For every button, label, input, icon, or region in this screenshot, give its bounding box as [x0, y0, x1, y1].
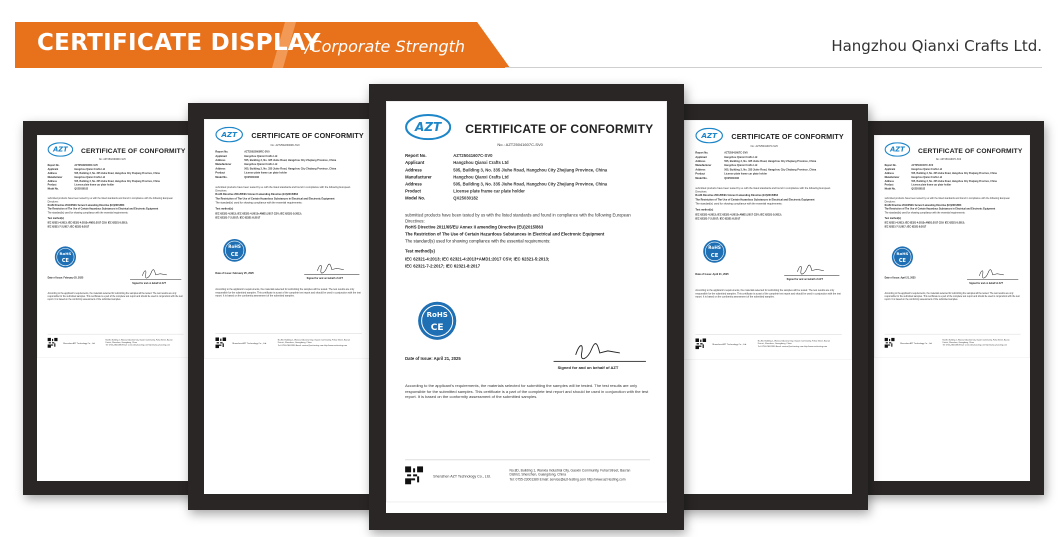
certificate-frame-left: [188, 103, 388, 510]
field-value: 505, Building 3, No. 335 Jiuhe Road, Hangzhou City Zhejiang Province, China: [911, 171, 997, 175]
field-key: Applicant: [405, 160, 425, 166]
field-value: Hangzhou Qianxi Crafts Ltd: [74, 175, 106, 179]
certificate-paper: [684, 120, 852, 494]
field-key: Product: [215, 171, 225, 175]
signature-label: Signed for and on behalf of AZT: [557, 364, 619, 370]
field-value: Hangzhou Qianxi Crafts Ltd: [724, 163, 758, 167]
azt-logo-icon: [885, 142, 911, 156]
signature-label: Signed for and on behalf of AZT: [306, 276, 343, 280]
certificate-footer: [885, 334, 1021, 351]
certificate-intro: submitted products have been tested by us with the listed standards and found in compliance with the following European Directives:: [47, 196, 173, 203]
certificate-note: According to the applicant's requirements, the materials selected for submitting the samples will be tested. The test results are only responsible for the submitted samples. This certificate is a part of the complete test report and should be used in conjunction with the test report. It is based on the conformity assessment of the submitted samples.: [405, 383, 649, 400]
footer-address: No.8D, Building 1, Wanxia Industrial City, Gaoxin Community, Fuhai Street, Bao'an District, Shenzhen, Guangdong, China Tel: 0755-23001380 Email: service@azt-testing.com http://www.azt-testing.com: [277, 338, 351, 347]
field-value: 505, Building 3, No. 335 Jiuhe Road, Hangzhou City Zhejiang Province, China: [244, 167, 337, 170]
certificate-fields: [215, 150, 365, 179]
banner-title: CERTIFICATE DISPLAY: [37, 30, 321, 56]
certificate-field-row: [405, 152, 656, 159]
company-name: Hangzhou Qianxi Crafts Ltd.: [831, 37, 1042, 55]
ce-mark: CE: [61, 258, 69, 265]
field-key: Applicant: [47, 167, 59, 171]
certificate-footer: [48, 334, 184, 351]
certificate-footer: [215, 333, 361, 351]
certificate-field-row: [215, 175, 365, 179]
certificate-intro: submitted products have been tested by us with the listed standards and found in compliance with the following European Directives:: [884, 196, 1010, 203]
logo-text: AZT: [890, 145, 905, 154]
field-key: Product: [695, 172, 705, 176]
azt-logo-icon: [405, 114, 451, 140]
certificate-intro: submitted products have been tested by us with the listed standards and found in compliance with the following European Directives:: [695, 186, 831, 194]
ce-mark: CE: [710, 252, 719, 259]
field-key: Address: [405, 181, 422, 187]
field-key: Product: [405, 188, 421, 194]
rohs-mark: RoHS: [59, 250, 72, 256]
field-key: Applicant: [215, 154, 227, 158]
certificate-paper: [37, 135, 193, 481]
certificate-note: According to the applicant's requirements, the materials selected for submitting the samples will be tested. The test results are only responsible for the submitted samples. This certificate is a part of the complete test report and should be used in conjunction with the test report. It is based on the conformity assessment of the submitted samples.: [695, 288, 841, 299]
certificate-field-row: [405, 173, 656, 180]
field-value: AZT25022600RC-SV0: [244, 150, 270, 154]
field-key: Address: [47, 179, 57, 183]
certificate-fields: [885, 163, 1024, 190]
certificate-fields: [695, 151, 845, 180]
standards-intro: The standard(s) used for showing compliance with the essential requirements:: [695, 202, 783, 206]
footer-address: No.8D, Building 1, Wanxia Industrial City, Gaoxin Community, Fuhai Street, Bao'an District, Shenzhen, Guangdong, China Tel: 0755-23001380 Email: service@azt-testing.com http://www.azt-testing.com: [942, 338, 1010, 347]
field-key: Address: [884, 179, 894, 183]
standard-line-1: IEC 62321-4:2013; IEC 62321-4:2013+AMD1:2017 CSV; IEC 62321-5:2013;: [884, 221, 965, 225]
certificate-field-row: [405, 194, 656, 201]
field-key: Model No.: [215, 175, 228, 179]
certificate-note: According to the applicant's requirements, the materials selected for submitting the samples will be tested. The test results are only responsible for the submitted samples. This certificate is a part of the complete test report and should be used in conjunction with the test report. It is based on the conformity assessment of the submitted samples.: [47, 291, 183, 301]
qr-code-icon: [215, 337, 226, 348]
field-value: License plate frame car plate holder: [74, 183, 115, 187]
certificate-intro: submitted products have been tested by us with the listed standards and found in compliance with the following European Directives:: [405, 212, 631, 224]
banner-subtitle: /Corporate Strength: [305, 37, 466, 56]
certificate-document: [37, 135, 193, 358]
header-banner: [15, 22, 510, 68]
certificate-title: CERTIFICATE OF CONFORMITY: [81, 146, 186, 155]
standard-line-2: IEC 62321-7-2:2017; IEC 62321-8:2017: [215, 216, 261, 220]
rohs-ce-seal-icon: [54, 246, 76, 268]
field-value: 505, Building 3, No. 335 Jiuhe Road, Hangzhou City Zhejiang Province, China: [724, 159, 817, 163]
certificate-document: [386, 101, 667, 502]
rohs-mark: RoHS: [426, 309, 448, 319]
ce-mark: CE: [898, 258, 906, 265]
signature-icon: [313, 262, 349, 274]
field-key: Report No.: [884, 163, 897, 167]
field-key: Address: [215, 167, 226, 170]
standard-line-2: IEC 62321-7-2:2017; IEC 62321-8:2017: [884, 225, 927, 229]
field-value: Hangzhou Qianxi Crafts Ltd: [911, 167, 943, 171]
footer-company: Shenzhen AZT Technology Co., Ltd.: [433, 474, 491, 479]
field-key: Report No.: [405, 153, 427, 159]
field-value: Hangzhou Qianxi Crafts Ltd: [724, 155, 758, 159]
standard-line-1: IEC 62321-4:2013; IEC 62321-4:2013+AMD1:2017 CSV; IEC 62321-5:2013;: [405, 256, 550, 262]
field-value: 505, Building 3, No. 335 Jiuhe Road, Hangzhou City Zhejiang Province, China: [74, 179, 160, 183]
certificate-fields: [48, 163, 187, 190]
certificate-number: No.: AZT25022600RC-SV0: [270, 143, 300, 147]
field-value: Hangzhou Qianxi Crafts Ltd: [453, 174, 509, 180]
field-value: Hangzhou Qianxi Crafts Ltd: [74, 167, 106, 171]
certificate-frame-far-right: [860, 121, 1044, 495]
field-value: 505, Building 3, No. 335 Jiuhe Road, Hangzhou City Zhejiang Province, China: [74, 171, 160, 175]
field-value: QX25030182: [911, 187, 926, 191]
certificate-note: According to the applicant's requirements, the materials selected for submitting the samples will be tested. The test results are only responsible for the submitted samples. This certificate is a part of the complete test report and should be used in conjunction with the test report. It is based on the conformity assessment of the submitted samples.: [215, 287, 361, 298]
certificate-title: CERTIFICATE OF CONFORMITY: [251, 131, 364, 140]
logo-text: AZT: [221, 130, 238, 139]
rohs-ce-seal-icon: [703, 239, 727, 263]
certificate-intro: submitted products have been tested by us with the listed standards and found in compliance with the following European Directives:: [215, 185, 351, 193]
restriction-line: The Restriction of The Use of Certain Hazardous Substances in Electrical and Electronic Equipment: [215, 197, 335, 200]
footer-address: No.8D, Building 1, Wanxia Industrial City, Gaoxin Community, Fuhai Street, Bao'an District, Shenzhen, Guangdong, China Tel: 0755-23001380 Email: service@azt-testing.com http://www.azt-testing.com: [105, 338, 173, 347]
qr-code-icon: [885, 338, 895, 348]
header-divider: [505, 67, 1042, 68]
signature-line: [784, 275, 839, 276]
rohs-ce-seal-icon: [223, 238, 247, 262]
logo-text: AZT: [415, 120, 442, 135]
field-key: Model No.: [47, 187, 59, 191]
restriction-line: The Restriction of The Use of Certain Hazardous Substances in Electrical and Electronic Equipment: [695, 198, 815, 201]
test-method-label: Test method(s): [884, 216, 902, 220]
footer-company: Shenzhen AZT Technology Co., Ltd.: [63, 342, 96, 345]
signature-icon: [793, 263, 829, 275]
field-key: Manufacturer: [215, 162, 232, 166]
certificate-document: [874, 135, 1030, 358]
field-value: QX25030182: [74, 187, 89, 191]
signature-icon: [138, 268, 171, 279]
directive-line: RoHS Directive 2011/65/EU Annex II amending Directive (EU)2015/863: [695, 193, 778, 197]
field-value: AZT25041607C-SV0: [453, 153, 493, 159]
footer-company: Shenzhen AZT Technology Co., Ltd.: [900, 342, 933, 345]
certificate-footer: [695, 334, 841, 352]
field-key: Address: [405, 167, 422, 173]
field-value: 505, Building 3, No. 335 Jiuhe Road, Hangzhou City Zhejiang Province, China: [453, 181, 608, 187]
test-method-label: Test method(s): [405, 248, 435, 254]
test-method-label: Test method(s): [695, 208, 714, 212]
certificate-field-row: [405, 159, 656, 166]
field-value: 505, Building 3, No. 335 Jiuhe Road, Hangzhou City Zhejiang Province, China: [453, 167, 608, 173]
standards-intro: The standard(s) used for showing compliance with the essential requirements:: [405, 238, 551, 244]
azt-logo-icon: [48, 142, 74, 156]
certificate-field-row: [885, 187, 1024, 191]
field-value: 505, Building 3, No. 335 Jiuhe Road, Hangzhou City Zhejiang Province, China: [911, 179, 997, 183]
field-key: Manufacturer: [695, 163, 712, 167]
field-key: Address: [215, 158, 226, 162]
standards-intro: The standard(s) used for showing compliance with the essential requirements:: [215, 201, 303, 205]
field-key: Manufacturer: [405, 174, 432, 180]
restriction-line: The Restriction of The Use of Certain Hazardous Substances in Electrical and Electronic Equipment: [47, 207, 159, 211]
ce-mark: CE: [430, 322, 444, 333]
issue-date: Date of Issue: February 25, 2025: [47, 276, 84, 280]
issue-date: Date of Issue: April 21, 2025: [884, 276, 916, 280]
directive-line: RoHS Directive 2011/65/EU Annex II amending Directive (EU)2015/863: [884, 203, 962, 207]
certificate-document: [204, 119, 372, 359]
rohs-mark: RoHS: [896, 250, 909, 256]
footer-address: No.8D, Building 1, Wanxia Industrial City, Gaoxin Community, Fuhai Street, Bao'an District, Shenzhen, Guangdong, China Tel: 0755-23001380 Email: service@azt-testing.com http://www.azt-testing.com: [757, 339, 831, 348]
restriction-line: The Restriction of The Use of Certain Hazardous Substances in Electrical and Electronic Equipment: [884, 207, 996, 211]
certificate-note: According to the applicant's requirements, the materials selected for submitting the samples will be tested. The test results are only responsible for the submitted samples. This certificate is a part of the complete test report and should be used in conjunction with the test report. It is based on the conformity assessment of the submitted samples.: [884, 291, 1020, 301]
field-key: Manufacturer: [884, 175, 900, 179]
field-value: Hangzhou Qianxi Crafts Ltd: [453, 160, 509, 166]
rohs-mark: RoHS: [228, 244, 241, 250]
certificate-frame-far-left: [23, 121, 207, 495]
field-value: QX25030182: [244, 175, 260, 179]
qr-code-icon: [695, 338, 706, 349]
field-key: Product: [47, 183, 57, 187]
field-key: Applicant: [695, 155, 707, 159]
certificate-number: No.: AZT25041607C-SV0: [935, 157, 962, 161]
signature-icon: [568, 341, 628, 361]
field-key: Product: [884, 183, 894, 187]
standard-line-1: IEC 62321-4:2013; IEC 62321-4:2013+AMD1:2017 CSV; IEC 62321-5:2013;: [215, 212, 302, 215]
issue-date: Date of Issue: April 21, 2025: [405, 355, 461, 361]
certificate-number: No.: AZT25041607C-SV0: [497, 142, 543, 148]
certificate-field-row: [48, 187, 187, 191]
signature-label: Signed for and on behalf of AZT: [969, 281, 1003, 285]
field-key: Report No.: [695, 151, 709, 155]
certificate-field-row: [695, 176, 845, 180]
standard-line-1: IEC 62321-4:2013; IEC 62321-4:2013+AMD1:2017 CSV; IEC 62321-5:2013;: [695, 213, 782, 216]
field-value: Hangzhou Qianxi Crafts Ltd: [911, 175, 943, 179]
field-key: Model No.: [695, 176, 708, 180]
field-value: License plate frame car plate holder: [724, 172, 768, 176]
certificate-field-row: [405, 187, 656, 194]
field-value: 505, Building 3, No. 335 Jiuhe Road, Hangzhou City Zhejiang Province, China: [244, 158, 337, 162]
qr-code-icon: [48, 338, 58, 348]
footer-company: Shenzhen AZT Technology Co., Ltd.: [712, 343, 747, 346]
signature-line: [554, 361, 646, 362]
field-key: Report No.: [47, 163, 60, 167]
certificate-fields: [405, 152, 656, 201]
field-key: Address: [695, 168, 706, 171]
field-value: 505, Building 3, No. 335 Jiuhe Road, Hangzhou City Zhejiang Province, China: [724, 168, 817, 171]
certificate-paper: [874, 135, 1030, 481]
field-key: Manufacturer: [47, 175, 63, 179]
certificate-paper: [386, 101, 667, 513]
signature-line: [130, 279, 181, 280]
certificate-paper: [204, 119, 372, 494]
issue-date: Date of Issue: April 21, 2025: [695, 272, 729, 276]
standard-line-2: IEC 62321-7-2:2017; IEC 62321-8:2017: [405, 263, 481, 269]
test-method-label: Test method(s): [47, 216, 65, 220]
certificate-title: CERTIFICATE OF CONFORMITY: [918, 146, 1023, 155]
field-value: License plate frame car plate holder: [453, 188, 525, 194]
field-key: Applicant: [884, 167, 896, 171]
test-method-label: Test method(s): [215, 207, 234, 211]
directive-line: RoHS Directive 2011/65/EU Annex II amending Directive (EU)2015/863: [215, 192, 298, 196]
field-key: Model No.: [405, 195, 426, 201]
footer-company: Shenzhen AZT Technology Co., Ltd.: [232, 342, 267, 345]
signature-line: [967, 279, 1018, 280]
standard-line-2: IEC 62321-7-2:2017; IEC 62321-8:2017: [47, 225, 90, 229]
field-value: QX25030182: [724, 176, 740, 180]
signature-label: Signed for and on behalf of AZT: [132, 281, 166, 285]
field-value: AZT25022600RC-SV0: [74, 163, 98, 167]
certificate-title: CERTIFICATE OF CONFORMITY: [731, 132, 844, 141]
directive-line: RoHS Directive 2011/65/EU Annex II amending Directive (EU)2015/863: [47, 203, 125, 207]
field-key: Model No.: [884, 187, 896, 191]
qr-code-icon: [405, 466, 423, 484]
signature-icon: [975, 268, 1008, 279]
field-value: AZT25041607C-SV0: [911, 163, 934, 167]
rohs-ce-seal-icon: [891, 246, 913, 268]
field-key: Address: [47, 171, 57, 175]
field-value: Hangzhou Qianxi Crafts Ltd: [244, 162, 278, 166]
ce-mark: CE: [230, 251, 239, 258]
certificate-title: CERTIFICATE OF CONFORMITY: [465, 122, 654, 137]
certificate-footer: [405, 459, 650, 489]
field-value: License plate frame car plate holder: [911, 183, 952, 187]
standard-line-2: IEC 62321-7-2:2017; IEC 62321-8:2017: [695, 217, 741, 221]
field-key: Report No.: [215, 150, 229, 154]
issue-date: Date of Issue: February 25, 2025: [215, 271, 254, 275]
field-key: Address: [884, 171, 894, 175]
logo-text: AZT: [701, 131, 718, 140]
azt-logo-icon: [215, 127, 243, 143]
signature-label: Signed for and on behalf of AZT: [786, 277, 823, 281]
field-value: License plate frame car plate holder: [244, 171, 288, 175]
certificate-number: No.: AZT25022600RC-SV0: [98, 157, 126, 161]
field-value: QX25030182: [453, 195, 479, 201]
field-value: AZT25041607C-SV0: [724, 151, 748, 155]
standards-intro: The standard(s) used for showing compliance with the essential requirements:: [884, 211, 966, 215]
footer-address: No.8D, Building 1, Wanxia Industrial City, Gaoxin Community, Fuhai Street, Bao'an District, Shenzhen, Guangdong, China Tel: 0755-23001380 Email: service@azt-testing.com http://www.azt-testing.com: [509, 468, 631, 482]
azt-logo-icon: [695, 128, 723, 144]
certificate-field-row: [405, 166, 656, 173]
logo-text: AZT: [53, 145, 68, 154]
certificate-frame-right: [668, 104, 868, 510]
signature-line: [304, 274, 359, 275]
certificate-number: No.: AZT25041607C-SV0: [750, 144, 778, 148]
certificate-document: [684, 120, 852, 360]
restriction-line: The Restriction of The Use of Certain Hazardous Substances in Electrical and Electronic Equipment: [405, 231, 605, 237]
directive-line: RoHS Directive 2011/65/EU Annex II amending Directive (EU)2015/863: [405, 224, 544, 230]
standards-intro: The standard(s) used for showing compliance with the essential requirements:: [47, 211, 129, 215]
field-value: Hangzhou Qianxi Crafts Ltd: [244, 154, 278, 158]
rohs-ce-seal-icon: [417, 301, 457, 341]
rohs-mark: RoHS: [708, 245, 721, 251]
standard-line-1: IEC 62321-4:2013; IEC 62321-4:2013+AMD1:2017 CSV; IEC 62321-5:2013;: [47, 221, 128, 225]
field-key: Address: [695, 159, 706, 163]
certificate-frame-center: [369, 84, 684, 530]
certificate-field-row: [405, 180, 656, 187]
